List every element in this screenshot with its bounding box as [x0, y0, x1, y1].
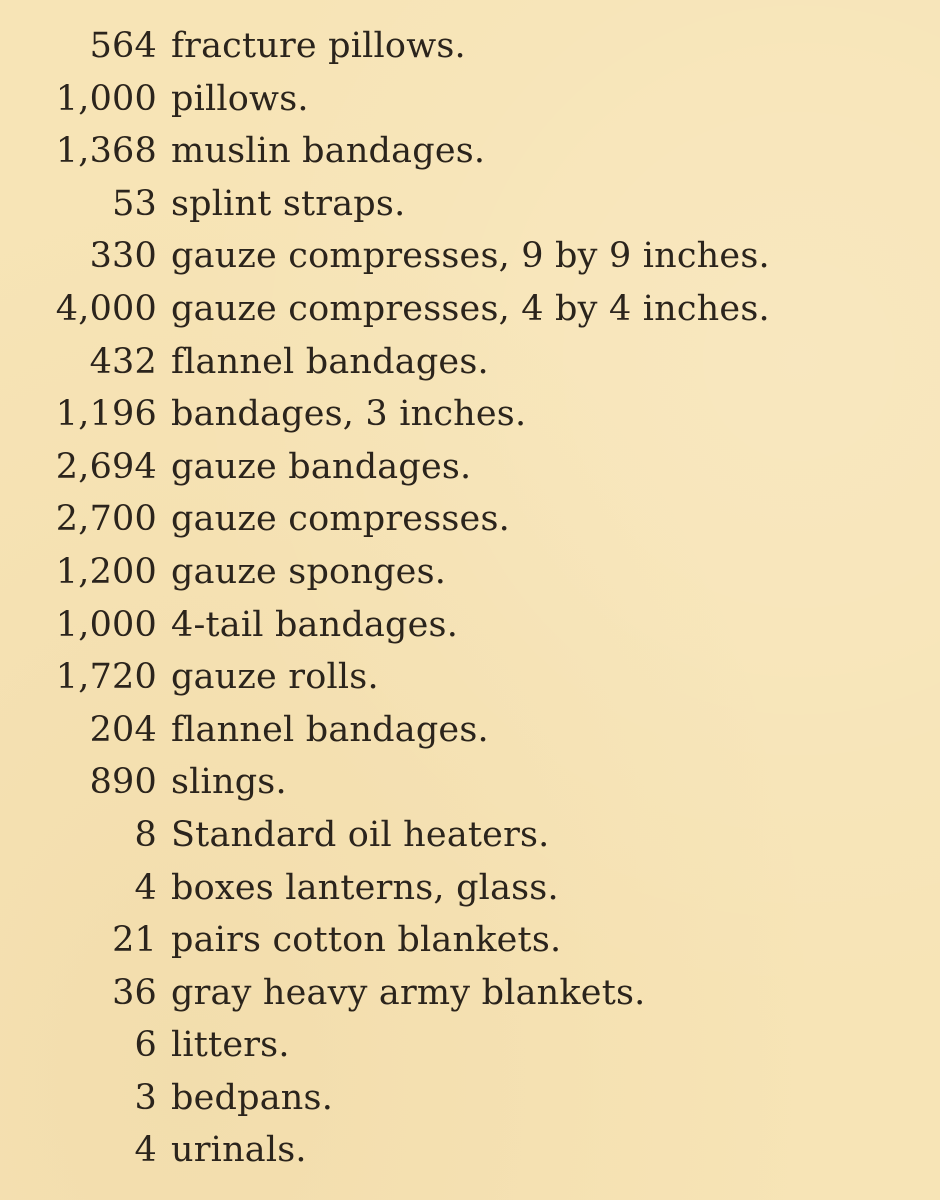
list-item	[0, 973, 940, 1026]
item-description: flannel bandages.	[171, 341, 489, 382]
list-item	[0, 184, 940, 237]
list-item	[0, 26, 940, 79]
item-description: gauze compresses.	[171, 499, 510, 540]
item-description: gauze bandages.	[171, 446, 472, 487]
item-description: slings.	[171, 762, 287, 803]
list-item	[0, 710, 940, 763]
list-item	[0, 499, 940, 552]
item-description: pillows.	[171, 78, 309, 119]
item-description: gauze sponges.	[171, 551, 447, 592]
item-quantity: 1,000	[55, 604, 157, 645]
item-description: gray heavy army blankets.	[171, 972, 646, 1013]
item-quantity: 2,694	[55, 446, 157, 487]
item-quantity: 4,000	[55, 288, 157, 329]
item-description: urinals.	[171, 1130, 307, 1171]
list-item	[0, 657, 940, 710]
list-item	[0, 815, 940, 868]
list-item	[0, 552, 940, 605]
item-description: pairs cotton blankets.	[171, 920, 562, 961]
item-description: flannel bandages.	[171, 709, 489, 750]
item-description: boxes lanterns, glass.	[171, 867, 559, 908]
item-quantity: 330	[89, 236, 157, 277]
item-description: fracture pillows.	[171, 26, 466, 66]
item-quantity: 564	[89, 26, 157, 66]
item-description: bedpans.	[171, 1077, 334, 1118]
list-item	[0, 131, 940, 184]
list-item	[0, 920, 940, 973]
item-quantity: 53	[112, 183, 157, 224]
supply-list	[0, 26, 940, 1183]
list-item	[0, 236, 940, 289]
item-quantity: 1,200	[55, 551, 157, 592]
list-item	[0, 79, 940, 132]
item-quantity: 3	[134, 1077, 157, 1118]
item-description: bandages, 3 inches.	[171, 394, 527, 435]
item-description: 4-tail bandages.	[171, 604, 459, 645]
item-description: gauze compresses, 4 by 4 inches.	[171, 288, 770, 329]
list-item	[0, 394, 940, 447]
item-quantity: 2,700	[55, 499, 157, 540]
list-item	[0, 1025, 940, 1078]
item-quantity: 890	[89, 762, 157, 803]
item-description: muslin bandages.	[171, 131, 486, 172]
item-quantity: 1,196	[55, 394, 157, 435]
item-description: Standard oil heaters.	[171, 814, 550, 855]
item-quantity: 4	[134, 867, 157, 908]
item-quantity: 4	[134, 1130, 157, 1171]
item-description: gauze compresses, 9 by 9 inches.	[171, 236, 770, 277]
item-quantity: 1,000	[55, 78, 157, 119]
item-quantity: 8	[134, 814, 157, 855]
list-item	[0, 289, 940, 342]
list-item	[0, 762, 940, 815]
item-quantity: 1,368	[55, 131, 157, 172]
list-item	[0, 1130, 940, 1183]
item-quantity: 1,720	[55, 657, 157, 698]
list-item	[0, 447, 940, 500]
item-quantity: 204	[89, 709, 157, 750]
item-description: splint straps.	[171, 183, 406, 224]
item-quantity: 432	[89, 341, 157, 382]
list-item	[0, 605, 940, 658]
item-quantity: 6	[134, 1025, 157, 1066]
list-item	[0, 868, 940, 921]
list-item	[0, 342, 940, 395]
item-quantity: 36	[112, 972, 157, 1013]
item-quantity: 21	[112, 920, 157, 961]
item-description: litters.	[171, 1025, 290, 1066]
item-description: gauze rolls.	[171, 657, 379, 698]
list-item	[0, 1078, 940, 1131]
